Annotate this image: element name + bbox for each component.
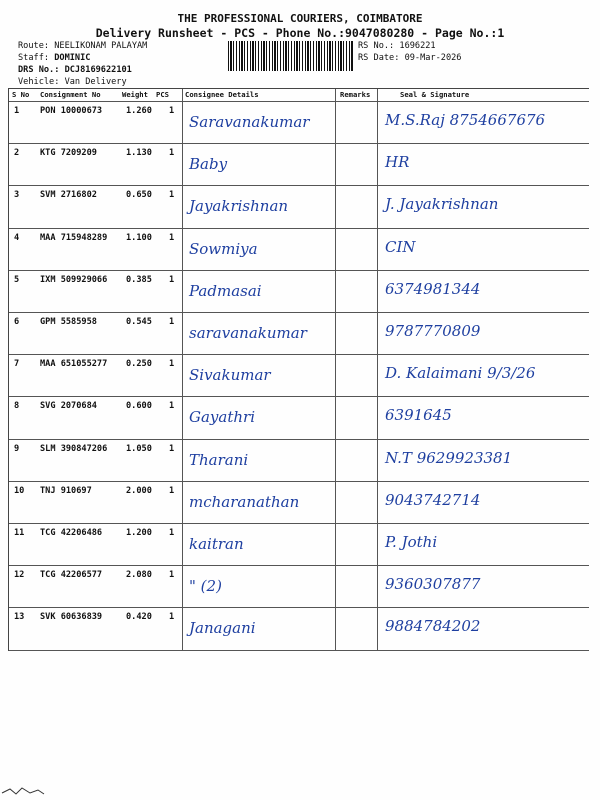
row-divider bbox=[9, 396, 589, 397]
barcode-image bbox=[228, 41, 354, 71]
cell-weight: 0.250 bbox=[126, 359, 152, 370]
company-title: THE PROFESSIONAL COURIERS, COIMBATORE bbox=[177, 12, 423, 25]
cell-consignee: Sivakumar bbox=[189, 366, 271, 385]
cell-consignment: TCG 42206486 bbox=[40, 528, 103, 538]
cell-consignee: saravanakumar bbox=[189, 324, 307, 342]
cell-weight: 0.385 bbox=[126, 274, 152, 285]
cell-consignee: Baby bbox=[189, 155, 228, 174]
cell-signature: 9787770809 bbox=[385, 322, 481, 340]
meta-left bbox=[18, 40, 147, 88]
cell-signature: 9043742714 bbox=[385, 490, 481, 509]
cell-consignment: SVM 2716802 bbox=[40, 190, 97, 201]
cell-weight: 0.420 bbox=[126, 612, 152, 623]
drs-label: DRS No.: bbox=[18, 65, 65, 75]
cell-signature: HR bbox=[385, 153, 410, 172]
drs-line bbox=[18, 64, 147, 76]
cell-consignee: Padmasai bbox=[189, 281, 262, 300]
row-divider bbox=[9, 650, 589, 651]
scribble-mark bbox=[0, 786, 60, 796]
cell-signature: 6374981344 bbox=[385, 279, 481, 298]
route-text: Route: NEELIKONAM PALAYAM bbox=[18, 41, 148, 51]
cell-consignee: " (2) bbox=[189, 577, 222, 596]
row-divider bbox=[9, 228, 589, 229]
cell-signature: 9360307877 bbox=[385, 575, 481, 594]
cell-pcs: 1 bbox=[169, 485, 175, 496]
cell-sno: 5 bbox=[14, 274, 20, 285]
cell-pcs: 1 bbox=[169, 190, 175, 201]
col-header-pcs: PCS bbox=[156, 90, 169, 99]
cell-sno: 9 bbox=[14, 443, 20, 454]
row-divider bbox=[9, 481, 589, 482]
cell-pcs: 1 bbox=[169, 528, 175, 538]
col-header-signature: Seal & Signature bbox=[400, 90, 470, 99]
cell-weight: 0.600 bbox=[126, 401, 152, 412]
staff-label: Staff: bbox=[18, 53, 55, 63]
cell-sno: 10 bbox=[14, 485, 25, 496]
cell-consignment: SVG 2070684 bbox=[40, 401, 97, 412]
cell-weight: 1.130 bbox=[126, 148, 152, 159]
cell-weight: 1.260 bbox=[126, 106, 152, 116]
cell-pcs: 1 bbox=[169, 570, 175, 581]
row-divider bbox=[9, 143, 589, 144]
cell-consignment: IXM 509929066 bbox=[40, 274, 108, 285]
cell-signature: P. Jothi bbox=[385, 533, 438, 551]
cell-sno: 12 bbox=[14, 570, 25, 581]
runsheet-subtitle: Delivery Runsheet - PCS - Phone No.:9047080280 - Page No.:1 bbox=[95, 26, 505, 40]
cell-signature: 6391645 bbox=[385, 406, 452, 425]
drs-value: DCJ8169622101 bbox=[64, 65, 132, 75]
cell-signature: D. Kalaimani 9/3/26 bbox=[385, 364, 536, 383]
cell-consignee: Gayathri bbox=[189, 408, 255, 427]
cell-sno: 4 bbox=[14, 232, 20, 243]
rs-number: RS No.: 1696221 bbox=[358, 41, 436, 51]
cell-signature: M.S.Raj 8754667676 bbox=[385, 111, 546, 129]
cell-consignment: KTG 7209209 bbox=[40, 148, 97, 159]
vehicle-text: Vehicle: Van Delivery bbox=[18, 77, 127, 87]
staff-value: DOMINIC bbox=[54, 53, 91, 63]
row-divider bbox=[9, 565, 589, 566]
row-divider bbox=[9, 439, 589, 440]
cell-sno: 6 bbox=[14, 317, 20, 327]
row-divider bbox=[9, 354, 589, 355]
cell-sno: 7 bbox=[14, 359, 20, 370]
cell-consignee: Saravanakumar bbox=[189, 113, 310, 131]
cell-consignee: kaitran bbox=[189, 535, 244, 553]
cell-sno: 1 bbox=[14, 106, 20, 116]
cell-consignee: Janagani bbox=[189, 619, 256, 638]
cell-consignment: MAA 715948289 bbox=[40, 232, 108, 243]
cell-pcs: 1 bbox=[169, 359, 175, 370]
cell-weight: 1.200 bbox=[126, 528, 152, 538]
cell-weight: 2.000 bbox=[126, 485, 152, 496]
col-header-consignee: Consignee Details bbox=[185, 90, 259, 99]
row-divider bbox=[9, 185, 589, 186]
cell-pcs: 1 bbox=[169, 148, 175, 159]
cell-signature: 9884784202 bbox=[385, 617, 481, 636]
cell-weight: 1.100 bbox=[126, 232, 152, 243]
cell-weight: 0.650 bbox=[126, 190, 152, 201]
cell-consignment: GPM 5585958 bbox=[40, 317, 97, 327]
cell-sno: 11 bbox=[14, 528, 25, 538]
cell-signature: J. Jayakrishnan bbox=[385, 195, 499, 214]
cell-consignment: PON 10000673 bbox=[40, 106, 103, 116]
col-header-sno: S No bbox=[12, 90, 30, 99]
cell-pcs: 1 bbox=[169, 401, 175, 412]
cell-pcs: 1 bbox=[169, 274, 175, 285]
cell-pcs: 1 bbox=[169, 106, 175, 116]
cell-signature: N.T 9629923381 bbox=[385, 448, 513, 467]
col-header-consignment: Consignment No bbox=[40, 90, 101, 99]
runsheet-table bbox=[8, 88, 589, 651]
cell-pcs: 1 bbox=[169, 317, 175, 327]
cell-signature: CIN bbox=[385, 237, 416, 256]
staff-line bbox=[18, 52, 147, 64]
cell-consignment: MAA 651055277 bbox=[40, 359, 108, 370]
cell-pcs: 1 bbox=[169, 443, 175, 454]
header-divider bbox=[9, 101, 589, 102]
cell-weight: 2.080 bbox=[126, 570, 152, 581]
meta-right bbox=[358, 40, 461, 64]
row-divider bbox=[9, 607, 589, 608]
cell-weight: 1.050 bbox=[126, 443, 152, 454]
cell-weight: 0.545 bbox=[126, 317, 152, 327]
col-header-weight: Weight bbox=[122, 90, 148, 99]
cell-pcs: 1 bbox=[169, 612, 175, 623]
cell-consignee: mcharanathan bbox=[189, 492, 300, 511]
cell-consignment: SLM 390847206 bbox=[40, 443, 108, 454]
row-divider bbox=[9, 312, 589, 313]
cell-sno: 3 bbox=[14, 190, 20, 201]
cell-consignment: SVK 60636839 bbox=[40, 612, 103, 623]
row-divider bbox=[9, 523, 589, 524]
col-header-remarks: Remarks bbox=[340, 90, 371, 99]
cell-consignment: TCG 42206577 bbox=[40, 570, 103, 581]
cell-pcs: 1 bbox=[169, 232, 175, 243]
cell-sno: 2 bbox=[14, 148, 20, 159]
cell-consignee: Tharani bbox=[189, 450, 249, 469]
rs-date: RS Date: 09-Mar-2026 bbox=[358, 53, 462, 63]
cell-consignment: TNJ 910697 bbox=[40, 485, 92, 496]
cell-sno: 8 bbox=[14, 401, 20, 412]
cell-sno: 13 bbox=[14, 612, 25, 623]
row-divider bbox=[9, 270, 589, 271]
cell-consignee: Jayakrishnan bbox=[189, 197, 289, 216]
cell-consignee: Sowmiya bbox=[189, 239, 258, 258]
